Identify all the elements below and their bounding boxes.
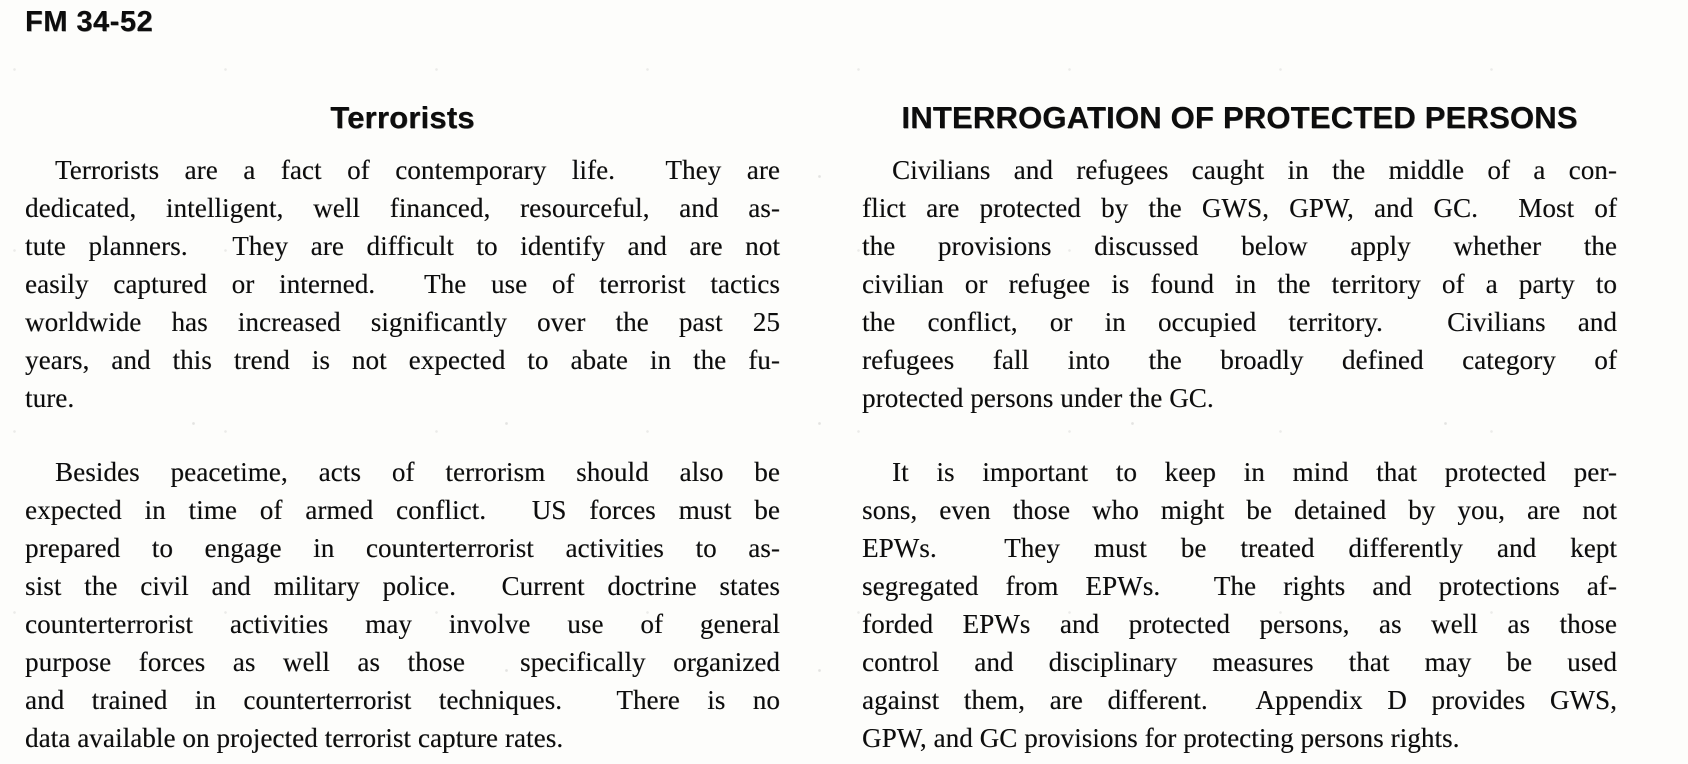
text-line: Civilians and refugees caught in the middle of a con- <box>892 155 1617 185</box>
text-line: ture. <box>25 383 75 413</box>
text-line: easily captured or interned. The use of terrorist tactics <box>25 269 780 299</box>
column-terrorists <box>25 100 780 757</box>
text-line: segregated from EPWs. The rights and protections af- <box>862 571 1617 601</box>
document-id: FM 34-52 <box>25 6 154 38</box>
text-line: purpose forces as well as those specifically organized <box>25 647 780 677</box>
text-line: counterterrorist activities may involve use of general <box>25 609 780 639</box>
paragraph-terrorists-2 <box>25 453 780 757</box>
text-line: refugees fall into the broadly defined category of <box>862 345 1617 375</box>
text-line: Terrorists are a fact of contemporary life. They are <box>55 155 780 185</box>
text-line: years, and this trend is not expected to abate in the fu- <box>25 345 780 375</box>
text-line: flict are protected by the GWS, GPW, and GC. Most of <box>862 193 1617 223</box>
text-line: sist the civil and military police. Current doctrine states <box>25 571 780 601</box>
text-line: Besides peacetime, acts of terrorism should also be <box>55 457 780 487</box>
text-line: prepared to engage in counterterrorist activities to as- <box>25 533 780 563</box>
text-line: control and disciplinary measures that may be used <box>862 647 1617 677</box>
paragraph-protected-persons-1 <box>862 151 1617 417</box>
text-line: data available on projected terrorist capture rates. <box>25 723 564 753</box>
text-line: and trained in counterterrorist techniques. There is no <box>25 685 780 715</box>
section-heading-terrorists: Terrorists <box>330 100 475 135</box>
paragraph-protected-persons-2 <box>862 453 1617 757</box>
text-line: protected persons under the GC. <box>862 383 1214 413</box>
paragraph-terrorists-1 <box>25 151 780 417</box>
text-line: forded EPWs and protected persons, as well as those <box>862 609 1617 639</box>
column-protected-persons <box>862 100 1617 757</box>
section-heading-interrogation-of-protected-persons: INTERROGATION OF PROTECTED PERSONS <box>901 100 1578 135</box>
text-line: dedicated, intelligent, well financed, resourceful, and as- <box>25 193 780 223</box>
two-column-layout <box>25 100 1617 757</box>
text-line: It is important to keep in mind that protected per- <box>892 457 1617 487</box>
text-line: worldwide has increased significantly over the past 25 <box>25 307 780 337</box>
text-line: GPW, and GC provisions for protecting persons rights. <box>862 723 1460 753</box>
text-line: EPWs. They must be treated differently and kept <box>862 533 1617 563</box>
text-line: sons, even those who might be detained by you, are not <box>862 495 1617 525</box>
text-line: against them, are different. Appendix D provides GWS, <box>862 685 1617 715</box>
text-line: the conflict, or in occupied territory. Civilians and <box>862 307 1617 337</box>
text-line: civilian or refugee is found in the territory of a party to <box>862 269 1617 299</box>
text-line: expected in time of armed conflict. US forces must be <box>25 495 780 525</box>
text-line: the provisions discussed below apply whether the <box>862 231 1617 261</box>
text-line: tute planners. They are difficult to identify and are not <box>25 231 780 261</box>
